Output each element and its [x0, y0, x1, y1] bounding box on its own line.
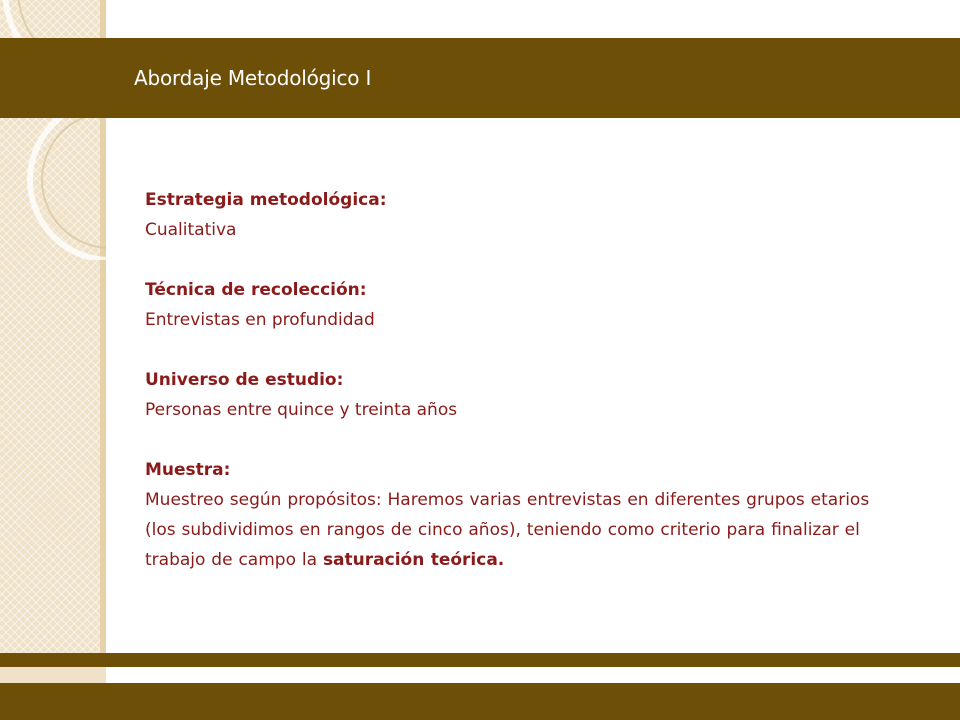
section-text: Personas entre quince y treinta años: [145, 400, 458, 420]
bottom-bar-upper: [0, 653, 960, 667]
section-sample: [145, 455, 905, 575]
section-technique: [145, 275, 905, 335]
bottom-bar-lower: [0, 683, 960, 720]
section-universe: [145, 365, 905, 425]
section-paragraph: [145, 485, 905, 575]
bottom-strip-gap: [0, 667, 106, 683]
section-heading: Estrategia metodológica:: [145, 190, 387, 210]
section-strategy: [145, 185, 905, 245]
section-text: Muestreo según propósitos: Haremos varias entrevistas en diferentes grupos etarios (los subdividimos en rangos de cinco años), teniendo como criterio para finalizar el trabajo de campo la: [145, 490, 870, 570]
section-text: Entrevistas en profundidad: [145, 310, 375, 330]
section-heading: Técnica de recolección:: [145, 280, 367, 300]
section-heading: Universo de estudio:: [145, 370, 344, 390]
section-text: Cualitativa: [145, 220, 237, 240]
section-heading: Muestra:: [145, 460, 231, 480]
section-emphasis: saturación teórica.: [322, 550, 505, 570]
slide-content: [145, 185, 905, 605]
slide-title: Abordaje Metodológico I: [134, 66, 372, 90]
